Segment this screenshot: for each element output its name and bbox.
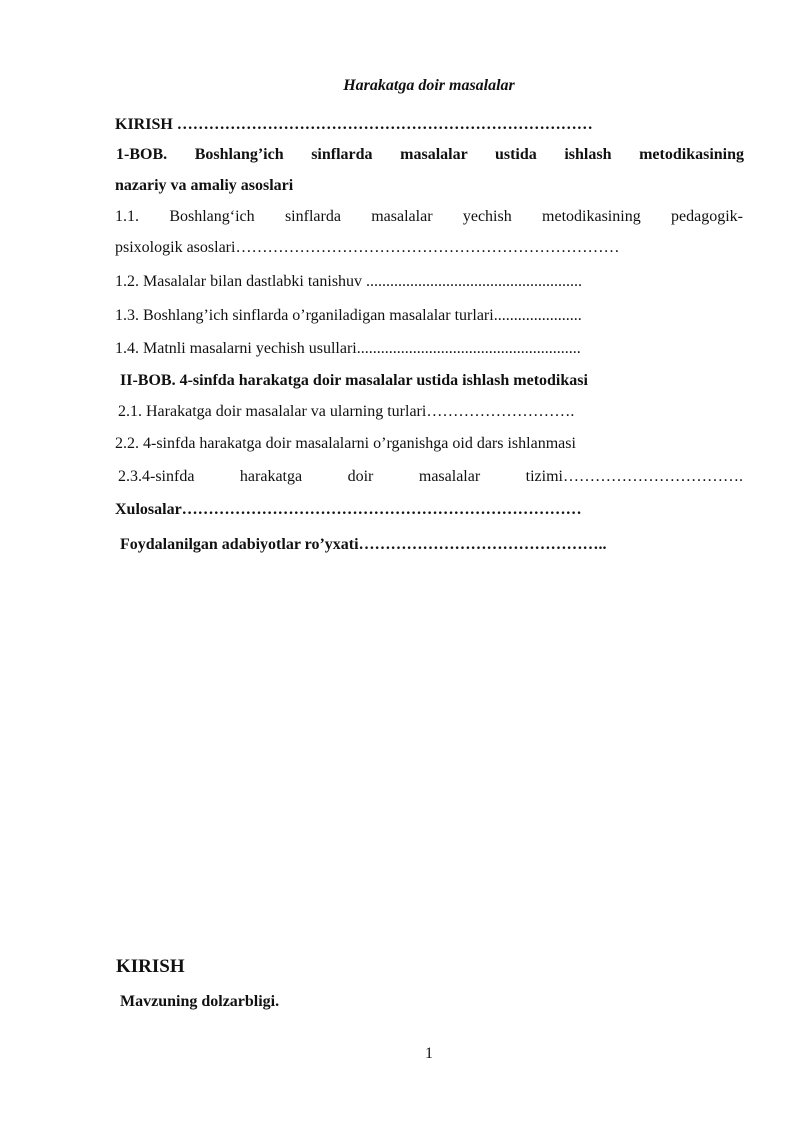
section-heading-kirish: KIRISH	[116, 956, 185, 977]
toc-entry-xulosalar: Xulosalar…………………………………………………………………	[115, 501, 582, 518]
toc-entry-chapter-1-cont: nazariy va amaliy asoslari	[115, 177, 294, 194]
toc-entry-1-4: 1.4. Matnli masalarni yechish usullari........................................................	[115, 340, 581, 357]
toc-entry-1-1-cont: psixologik asoslari………………………………………………………………	[115, 239, 620, 256]
toc-entry-2-2: 2.2. 4-sinfda harakatga doir masalalarni o’rganishga oid dars ishlanmasi	[115, 435, 576, 452]
toc-entry-1-3: 1.3. Boshlang’ich sinflarda o’rganiladigan masalalar turlari......................	[115, 307, 582, 324]
toc-entry-chapter-2: II-BOB. 4-sinfda harakatga doir masalalar ustida ishlash metodikasi	[120, 372, 588, 389]
page-number: 1	[425, 1045, 433, 1062]
subheading-mavzuning-dolzarbligi: Mavzuning dolzarbligi.	[120, 993, 280, 1010]
toc-entry-2-1: 2.1. Harakatga doir masalalar va ularning turlari……………………….	[118, 403, 575, 420]
toc-entry-2-3: 2.3.4-sinfda harakatga doir masalalar tizimi…………………………….	[118, 468, 743, 485]
toc-entry-chapter-1: 1-BOB. Boshlang’ich sinflarda masalalar ustida ishlash metodikasining	[116, 146, 744, 163]
toc-entry-kirish: KIRISH ……………………………………………………………………	[115, 116, 593, 133]
document-title: Harakatga doir masalalar	[343, 77, 515, 94]
toc-entry-1-1: 1.1. Boshlang‘ich sinflarda masalalar yechish metodikasining pedagogik-	[115, 208, 743, 225]
toc-entry-1-2: 1.2. Masalalar bilan dastlabki tanishuv ......................................................	[115, 273, 583, 290]
toc-entry-foydalanilgan: Foydalanilgan adabiyotlar ro’yxati………………………………………..	[120, 536, 607, 553]
